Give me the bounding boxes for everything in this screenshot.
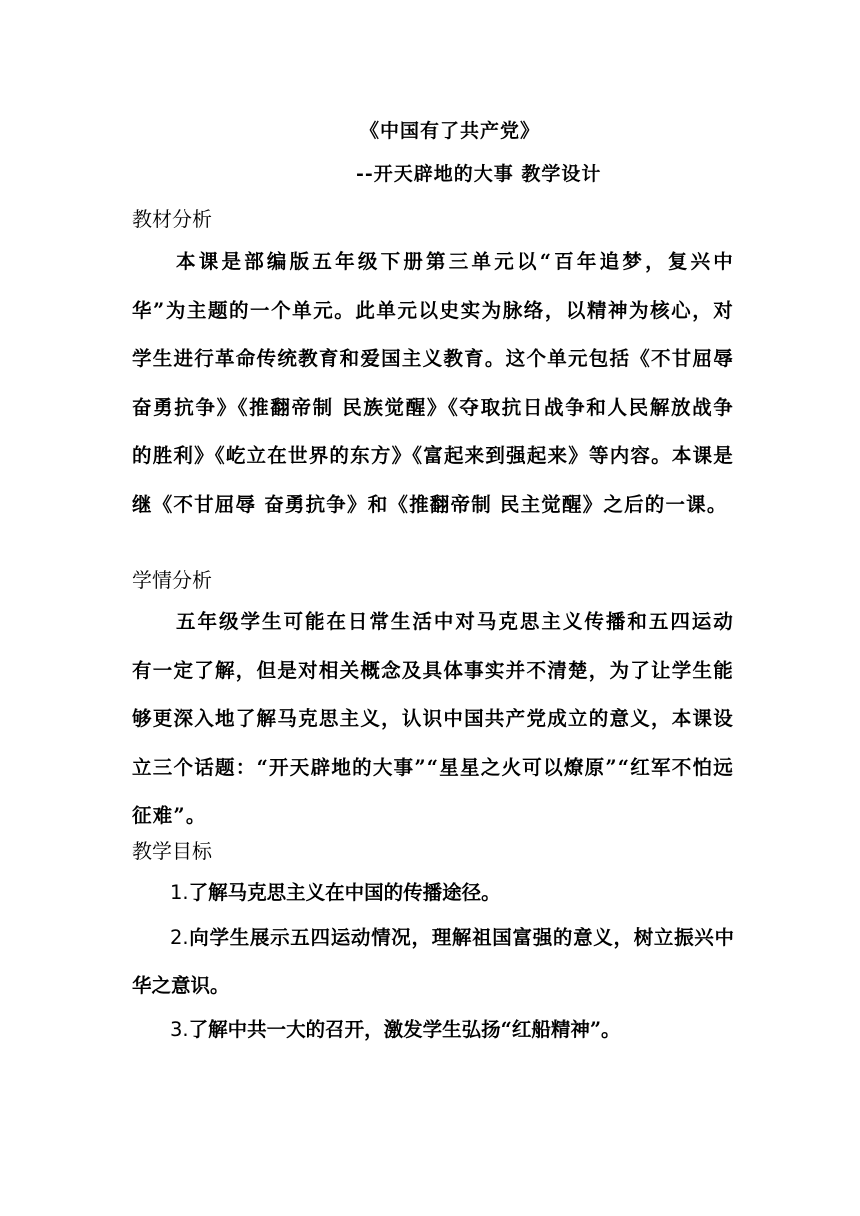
section-heading-learner-analysis: 学情分析 <box>132 568 212 592</box>
goal-text: 了解中共一大的召开，激发学生弘扬“红船精神”。 <box>188 1018 621 1041</box>
teaching-goal-2 <box>132 914 734 1010</box>
goal-number: 1. <box>170 881 189 904</box>
goal-number: 2. <box>170 926 189 949</box>
goal-text: 向学生展示五四运动情况，理解祖国富强的意义，树立振兴中华之意识。 <box>132 926 734 997</box>
section-heading-teaching-goals: 教学目标 <box>132 839 212 863</box>
document-title: 《中国有了共产党》 <box>360 120 541 142</box>
learner-analysis-paragraph: 五年级学生可能在日常生活中对马克思主义传播和五四运动有一定了解，但是对相关概念及具体事实并不清楚，为了让学生能够更深入地了解马克思主义，认识中国共产党成立的意义，本课设立三个话题：“开天辟地的大事”“星星之火可以燎原”“红军不怕远征难”。 <box>132 610 734 827</box>
goal-number: 3. <box>170 1018 189 1041</box>
teaching-goal-3 <box>132 1006 734 1054</box>
document-subtitle: --开天辟地的大事 教学设计 <box>356 163 602 185</box>
textbook-analysis-paragraph: 本课是部编版五年级下册第三单元以“百年追梦，复兴中华”为主题的一个单元。此单元以史实为脉络，以精神为核心，对学生进行革命传统教育和爱国主义教育。这个单元包括《不甘屈辱 奋勇抗争》《推翻帝制 民族觉醒》《夺取抗日战争和人民解放战争的胜利》《屹立在世界的东方》《富起来到强起来》等内容。本课是继《不甘屈辱 奋勇抗争》和《推翻帝制 民主觉醒》之后的一课。 <box>132 250 734 516</box>
goal-text: 了解马克思主义在中国的传播途径。 <box>188 881 501 904</box>
section-heading-textbook-analysis: 教材分析 <box>132 207 212 231</box>
teaching-goal-1 <box>132 869 734 917</box>
